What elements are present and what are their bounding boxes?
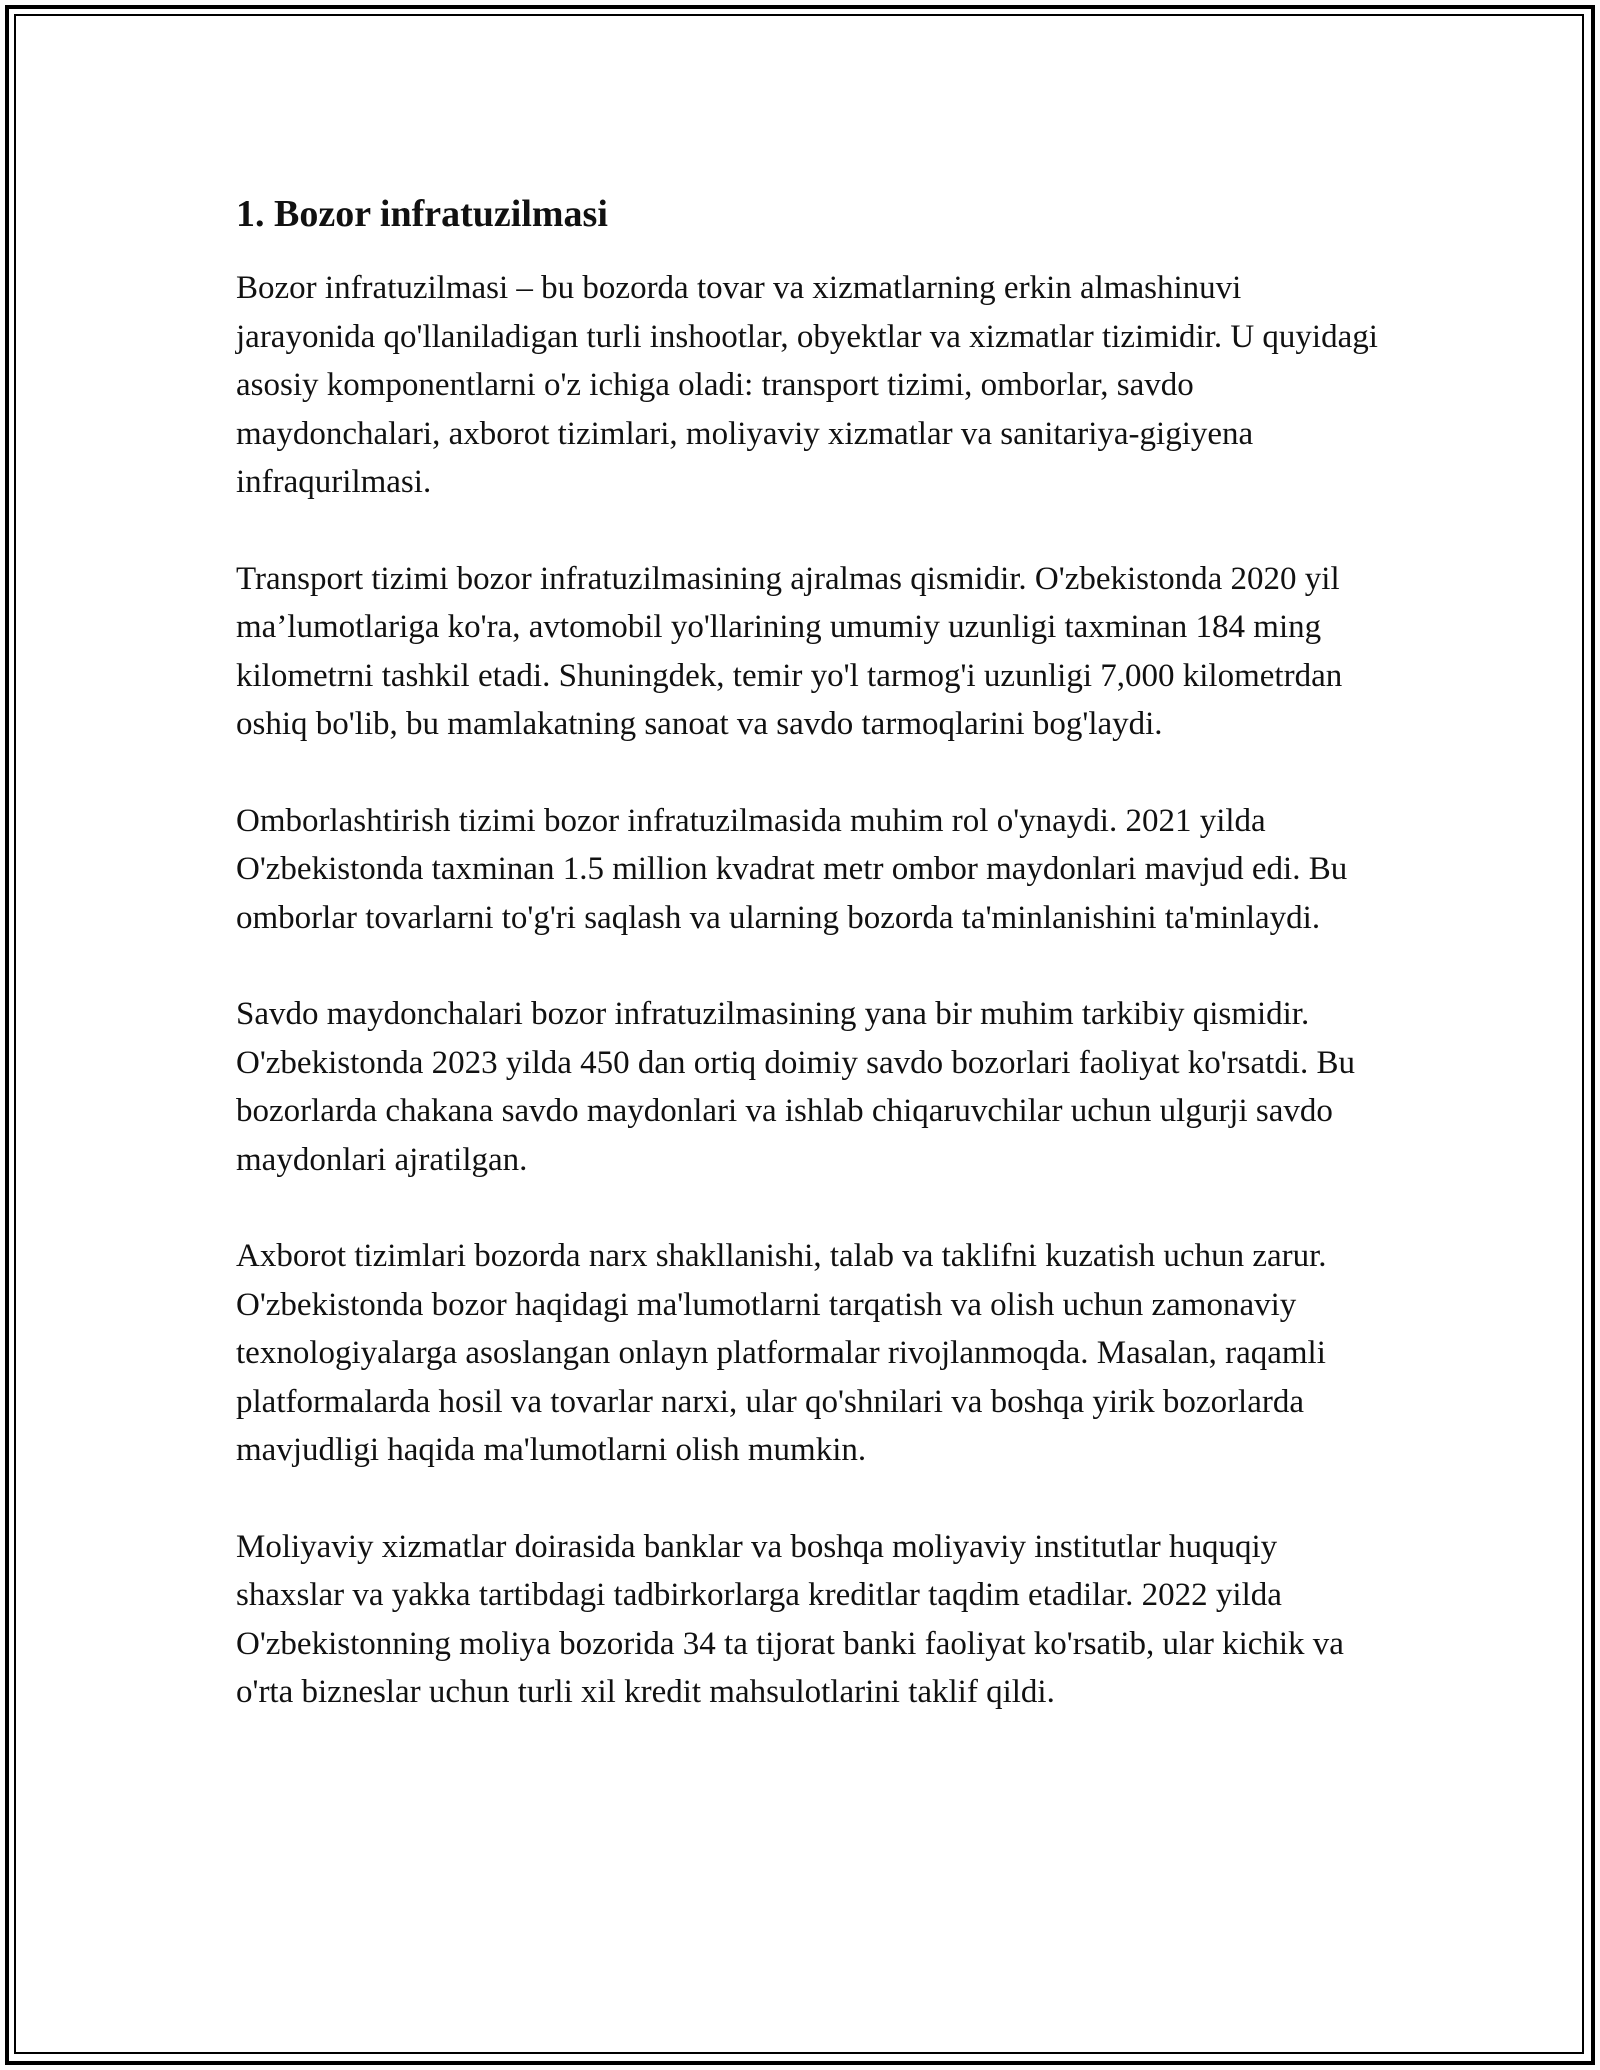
paragraph-trading-areas: Savdo maydonchalari bozor infratuzilmasining yana bir muhim tarkibiy qismidir. O'zbekistonda 2023 yilda 450 dan ortiq doimiy savdo bozorlari faoliyat ko'rsatdi. Bu bozorlarda chakana savdo maydonlari va ishlab chiqaruvchilar uchun ulgurji savdo maydonlari ajratilgan. bbox=[236, 996, 1356, 1178]
paragraph-financial-services: Moliyaviy xizmatlar doirasida banklar va boshqa moliyaviy institutlar huquqiy shaxslar va yakka tartibdagi tadbirkorlarga kreditlar taqdim etadilar. 2022 yilda O'zbekistonning moliya bozorida 34 ta tijorat banki faoliyat ko'rsatib, ular kichik va o'rta bizneslar uchun turli xil kredit mahsulotlarini taklif qildi. bbox=[236, 1528, 1344, 1710]
paragraph-intro: Bozor infratuzilmasi – bu bozorda tovar va xizmatlarning erkin almashinuvi jarayonida qo'llaniladigan turli inshootlar, obyektlar va xizmatlar tizimidir. U quyidagi asosiy komponentlarni o'z ichiga oladi: transport tizimi, omborlar, savdo maydonchalari, axborot tizimlari, moliyaviy xizmatlar va sanitariya-gigiyena infraqurilmasi. bbox=[236, 270, 1378, 500]
paragraph-information-systems: Axborot tizimlari bozorda narx shakllanishi, talab va taklifni kuzatish uchun zarur. O'zbekistonda bozor haqidagi ma'lumotlarni tarqatish va olish uchun zamonaviy texnologiyalarga asoslangan onlayn platformalar rivojlanmoqda. Masalan, raqamli platformalarda hosil va tovarlar narxi, ular qo'shnilari va boshqa yirik bozorlarda mavjudligi haqida ma'lumotlarni olish mumkin. bbox=[236, 1238, 1327, 1468]
document-body bbox=[236, 188, 1386, 1765]
paragraph-warehousing: Omborlashtirish tizimi bozor infratuzilmasida muhim rol o'ynaydi. 2021 yilda O'zbekistonda taxminan 1.5 million kvadrat metr ombor maydonlari mavjud edi. Bu omborlar tovarlarni to'g'ri saqlash va ularning bozorda ta'minlanishini ta'minlaydi. bbox=[236, 802, 1348, 936]
section-heading: 1. Bozor infratuzilmasi bbox=[236, 193, 608, 235]
paragraph-transport: Transport tizimi bozor infratuzilmasining ajralmas qismidir. O'zbekistonda 2020 yil ma’lumotlariga ko'ra, avtomobil yo'llarining umumiy uzunligi taxminan 184 ming kilometrni tashkil etadi. Shuningdek, temir yo'l tarmog'i uzunligi 7,000 kilometrdan oshiq bo'lib, bu mamlakatning sanoat va savdo tarmoqlarini bog'laydi. bbox=[236, 560, 1343, 742]
